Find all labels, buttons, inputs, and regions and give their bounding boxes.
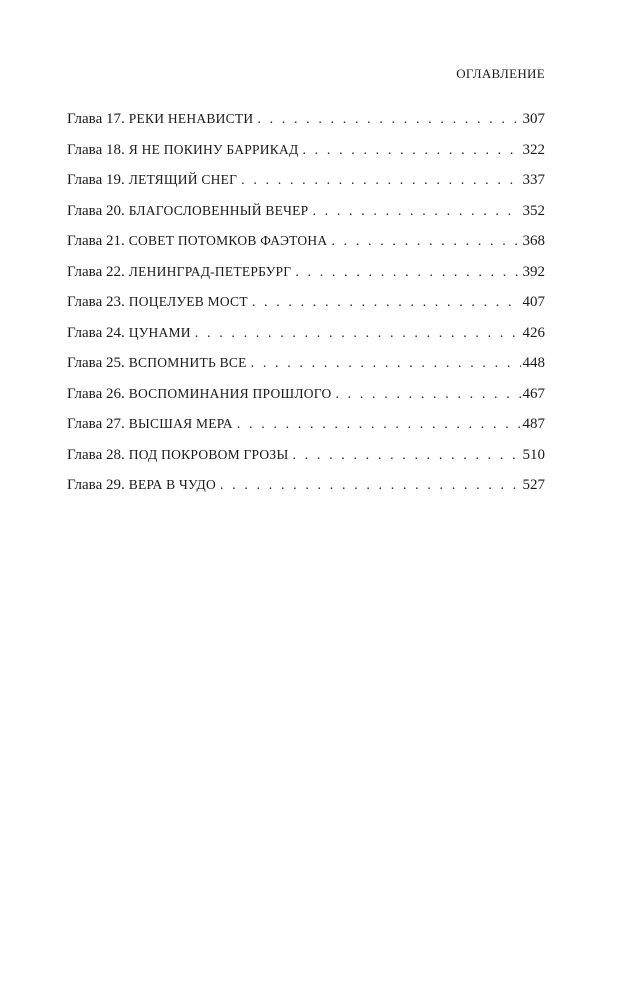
chapter-number: Глава 18.: [67, 141, 125, 158]
page-number: 487: [522, 416, 545, 432]
page-number: 407: [522, 294, 545, 310]
dot-leader: [237, 416, 521, 434]
toc-entry: [67, 263, 545, 294]
page-number: 307: [522, 111, 545, 127]
page-number: 337: [522, 172, 545, 188]
toc-entry: [67, 476, 545, 507]
table-of-contents: [67, 110, 545, 507]
chapter-title: ЛЕНИНГРАД-ПЕТЕРБУРГ: [128, 263, 292, 279]
dot-leader: [257, 111, 520, 129]
page-number: 352: [522, 202, 545, 219]
chapter-title: ВСПОМНИТЬ ВСЕ: [128, 355, 247, 370]
chapter-number: Глава 25.: [67, 355, 125, 371]
chapter-number: Глава 19.: [67, 172, 125, 188]
chapter-number: Глава 27.: [67, 416, 125, 432]
running-head: ОГЛАВЛЕНИЕ: [456, 66, 545, 81]
dot-leader: [302, 142, 520, 160]
chapter-title: ЦУНАМИ: [128, 324, 191, 340]
toc-entry: [67, 110, 545, 141]
toc-entry: [67, 293, 545, 324]
dot-leader: [252, 294, 521, 312]
dot-leader: [331, 233, 520, 251]
page-number: 322: [522, 141, 545, 158]
chapter-number: Глава 17.: [67, 111, 125, 127]
toc-entry: [67, 232, 545, 263]
dot-leader: [312, 203, 520, 221]
chapter-title: ВОСПОМИНАНИЯ ПРОШЛОГО: [128, 385, 332, 401]
toc-entry: [67, 171, 545, 202]
chapter-title: Я НЕ ПОКИНУ БАРРИКАД: [128, 141, 299, 157]
dot-leader: [195, 325, 521, 343]
chapter-title: ВЫСШАЯ МЕРА: [128, 416, 233, 431]
toc-entry: [67, 324, 545, 355]
chapter-title: ПОД ПОКРОВОМ ГРОЗЫ: [128, 446, 289, 462]
chapter-title: БЛАГОСЛОВЕННЫЙ ВЕЧЕР: [128, 202, 309, 218]
chapter-number: Глава 20.: [67, 202, 125, 219]
chapter-title: ЛЕТЯЩИЙ СНЕГ: [128, 172, 238, 187]
page-number: 392: [522, 263, 545, 280]
chapter-title: ВЕРА В ЧУДО: [128, 477, 216, 492]
chapter-number: Глава 21.: [67, 233, 125, 249]
chapter-number: Глава 29.: [67, 477, 125, 493]
page-number: 467: [522, 385, 545, 402]
toc-entry: [67, 141, 545, 172]
dot-leader: [295, 264, 520, 282]
page-number: 368: [522, 233, 545, 249]
dot-leader: [241, 172, 520, 190]
toc-entry: [67, 202, 545, 233]
dot-leader: [335, 386, 520, 404]
dot-leader: [220, 477, 521, 495]
page-number: 510: [522, 446, 545, 463]
dot-leader: [292, 447, 520, 465]
chapter-title: СОВЕТ ПОТОМКОВ ФАЭТОНА: [128, 233, 328, 248]
chapter-title: ПОЦЕЛУЕВ МОСТ: [128, 294, 248, 309]
page-number: 527: [522, 477, 545, 493]
toc-entry: [67, 385, 545, 416]
dot-leader: [251, 355, 521, 373]
chapter-number: Глава 22.: [67, 263, 125, 280]
chapter-number: Глава 23.: [67, 294, 125, 310]
page-number: 426: [522, 324, 545, 341]
chapter-number: Глава 26.: [67, 385, 125, 402]
chapter-number: Глава 24.: [67, 324, 125, 341]
toc-entry: [67, 415, 545, 446]
page-number: 448: [522, 355, 545, 371]
toc-entry: [67, 446, 545, 477]
chapter-number: Глава 28.: [67, 446, 125, 463]
toc-entry: [67, 354, 545, 385]
chapter-title: РЕКИ НЕНАВИСТИ: [128, 111, 254, 126]
